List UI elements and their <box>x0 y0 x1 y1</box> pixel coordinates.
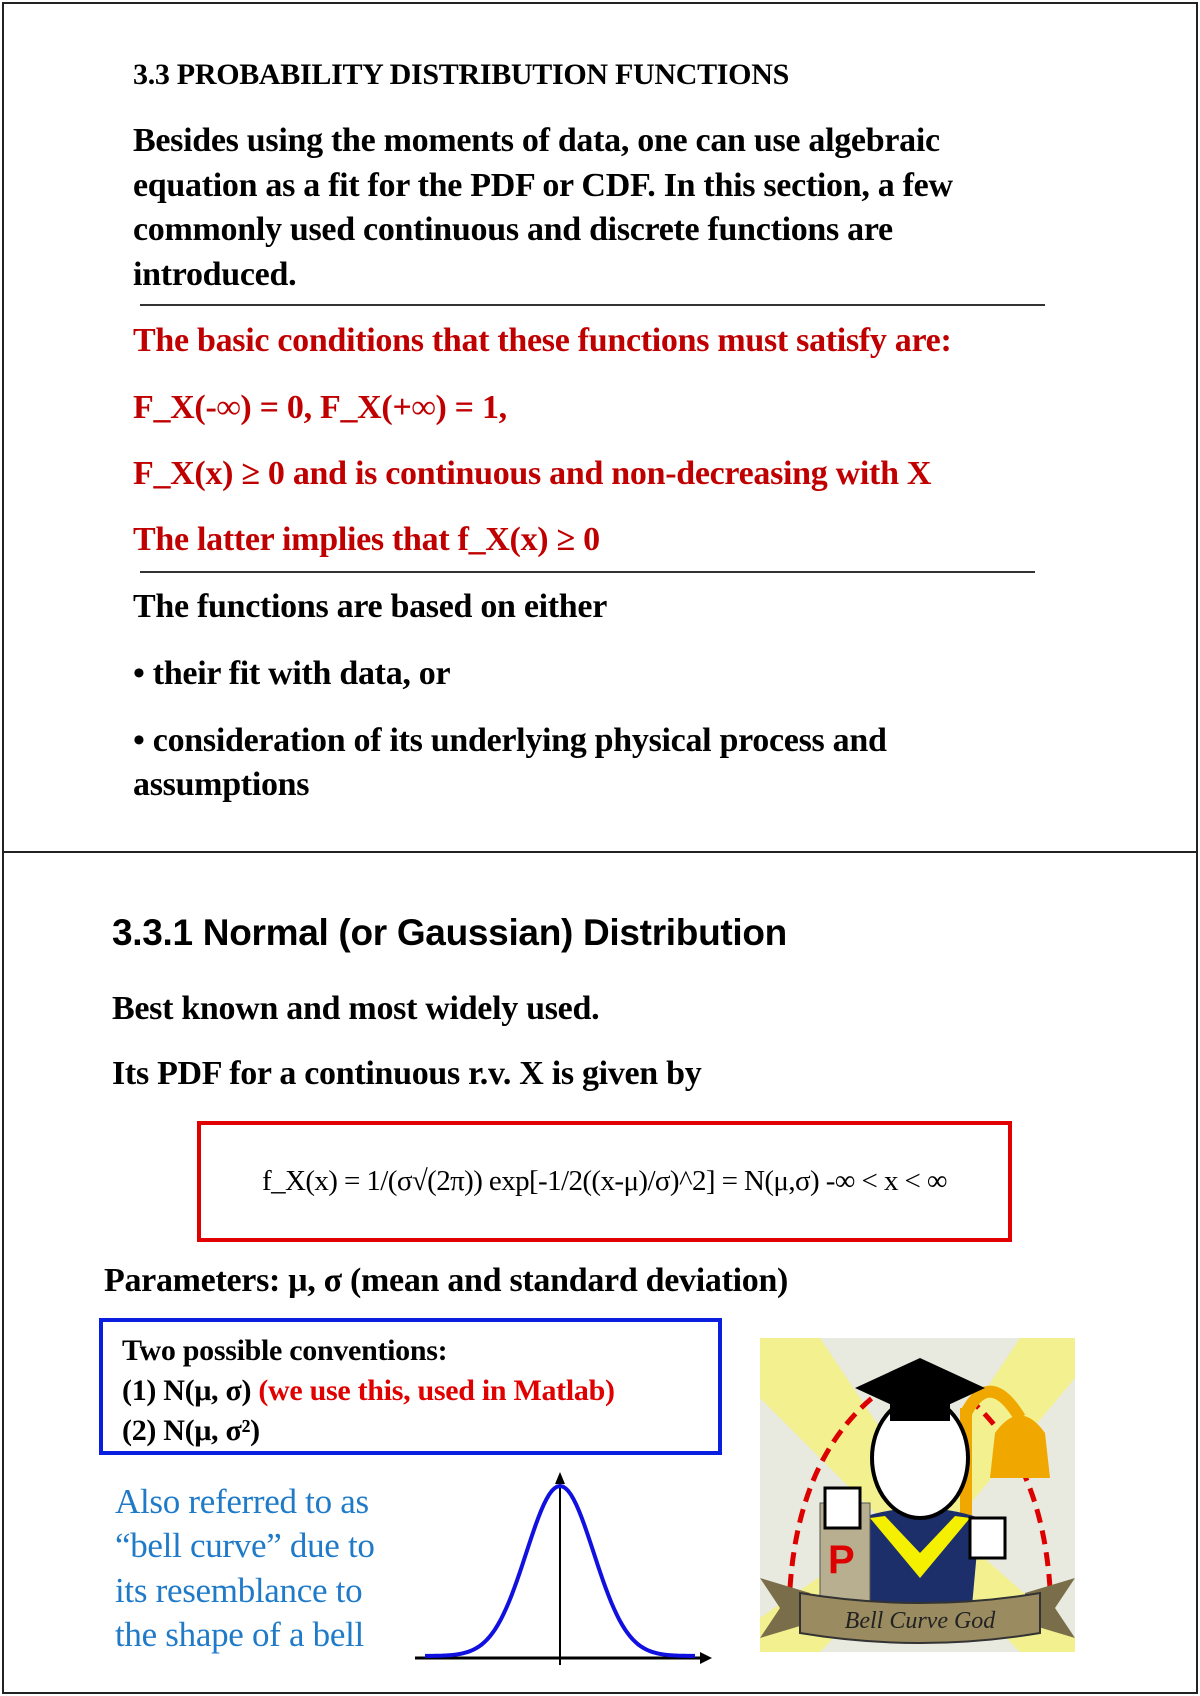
conditions-heading: The basic conditions that these functions must satisfy are: <box>133 322 952 359</box>
intro-line: commonly used continuous and discrete functions are <box>133 211 893 248</box>
y-axis-arrow-icon <box>555 1472 565 1484</box>
bell-curve-plot <box>415 1470 715 1670</box>
image-caption: Bell Curve God <box>844 1608 996 1634</box>
bullet: • consideration of its underlying physical process and <box>133 722 887 759</box>
parameters: Parameters: μ, σ (mean and standard deviation) <box>104 1262 789 1299</box>
section-title: 3.3.1 Normal (or Gaussian) Distribution <box>112 912 787 953</box>
condition-2: F_X(x) ≥ 0 and is continuous and non-decreasing with X <box>133 455 932 492</box>
convention-2: (2) N(μ, σ²) <box>122 1414 260 1447</box>
intro-line: introduced. <box>133 256 297 293</box>
svg-text:P: P <box>828 1538 855 1582</box>
divider <box>140 304 1045 306</box>
based-on: The functions are based on either <box>133 588 607 625</box>
bullet: • their fit with data, or <box>133 655 451 692</box>
divider <box>140 571 1035 573</box>
convention-1-note: (we use this, used in Matlab) <box>258 1374 615 1407</box>
line-pdf: Its PDF for a continuous r.v. X is given by <box>112 1055 702 1092</box>
slide-title: 3.3 PROBABILITY DISTRIBUTION FUNCTIONS <box>133 58 789 91</box>
formula-box <box>197 1121 1012 1242</box>
bell-text: Also referred to as <box>115 1482 369 1521</box>
normal-pdf-formula: f_X(x) = 1/(σ√(2π)) exp[-1/2((x-μ)/σ)^2] = N(μ,σ) -∞ < x < ∞ <box>262 1165 947 1197</box>
bell-text: the shape of a bell <box>115 1615 364 1654</box>
convention-1 <box>122 1374 615 1408</box>
condition-3: The latter implies that f_X(x) ≥ 0 <box>133 521 600 558</box>
bell-text: its resemblance to <box>115 1571 363 1610</box>
bell-text: “bell curve” due to <box>115 1526 375 1565</box>
bullet: assumptions <box>133 766 310 803</box>
intro-line: Besides using the moments of data, one can use algebraic <box>133 122 940 159</box>
intro-line: equation as a fit for the PDF or CDF. In this section, a few <box>133 167 953 204</box>
line-best-known: Best known and most widely used. <box>112 990 600 1027</box>
bell-curve-god-image <box>760 1338 1075 1652</box>
convention-1-label: (1) N(μ, σ) <box>122 1374 252 1407</box>
x-axis-arrow-icon <box>700 1652 712 1664</box>
conventions-heading: Two possible conventions: <box>122 1334 448 1367</box>
condition-1: F_X(-∞) = 0, F_X(+∞) = 1, <box>133 389 507 426</box>
